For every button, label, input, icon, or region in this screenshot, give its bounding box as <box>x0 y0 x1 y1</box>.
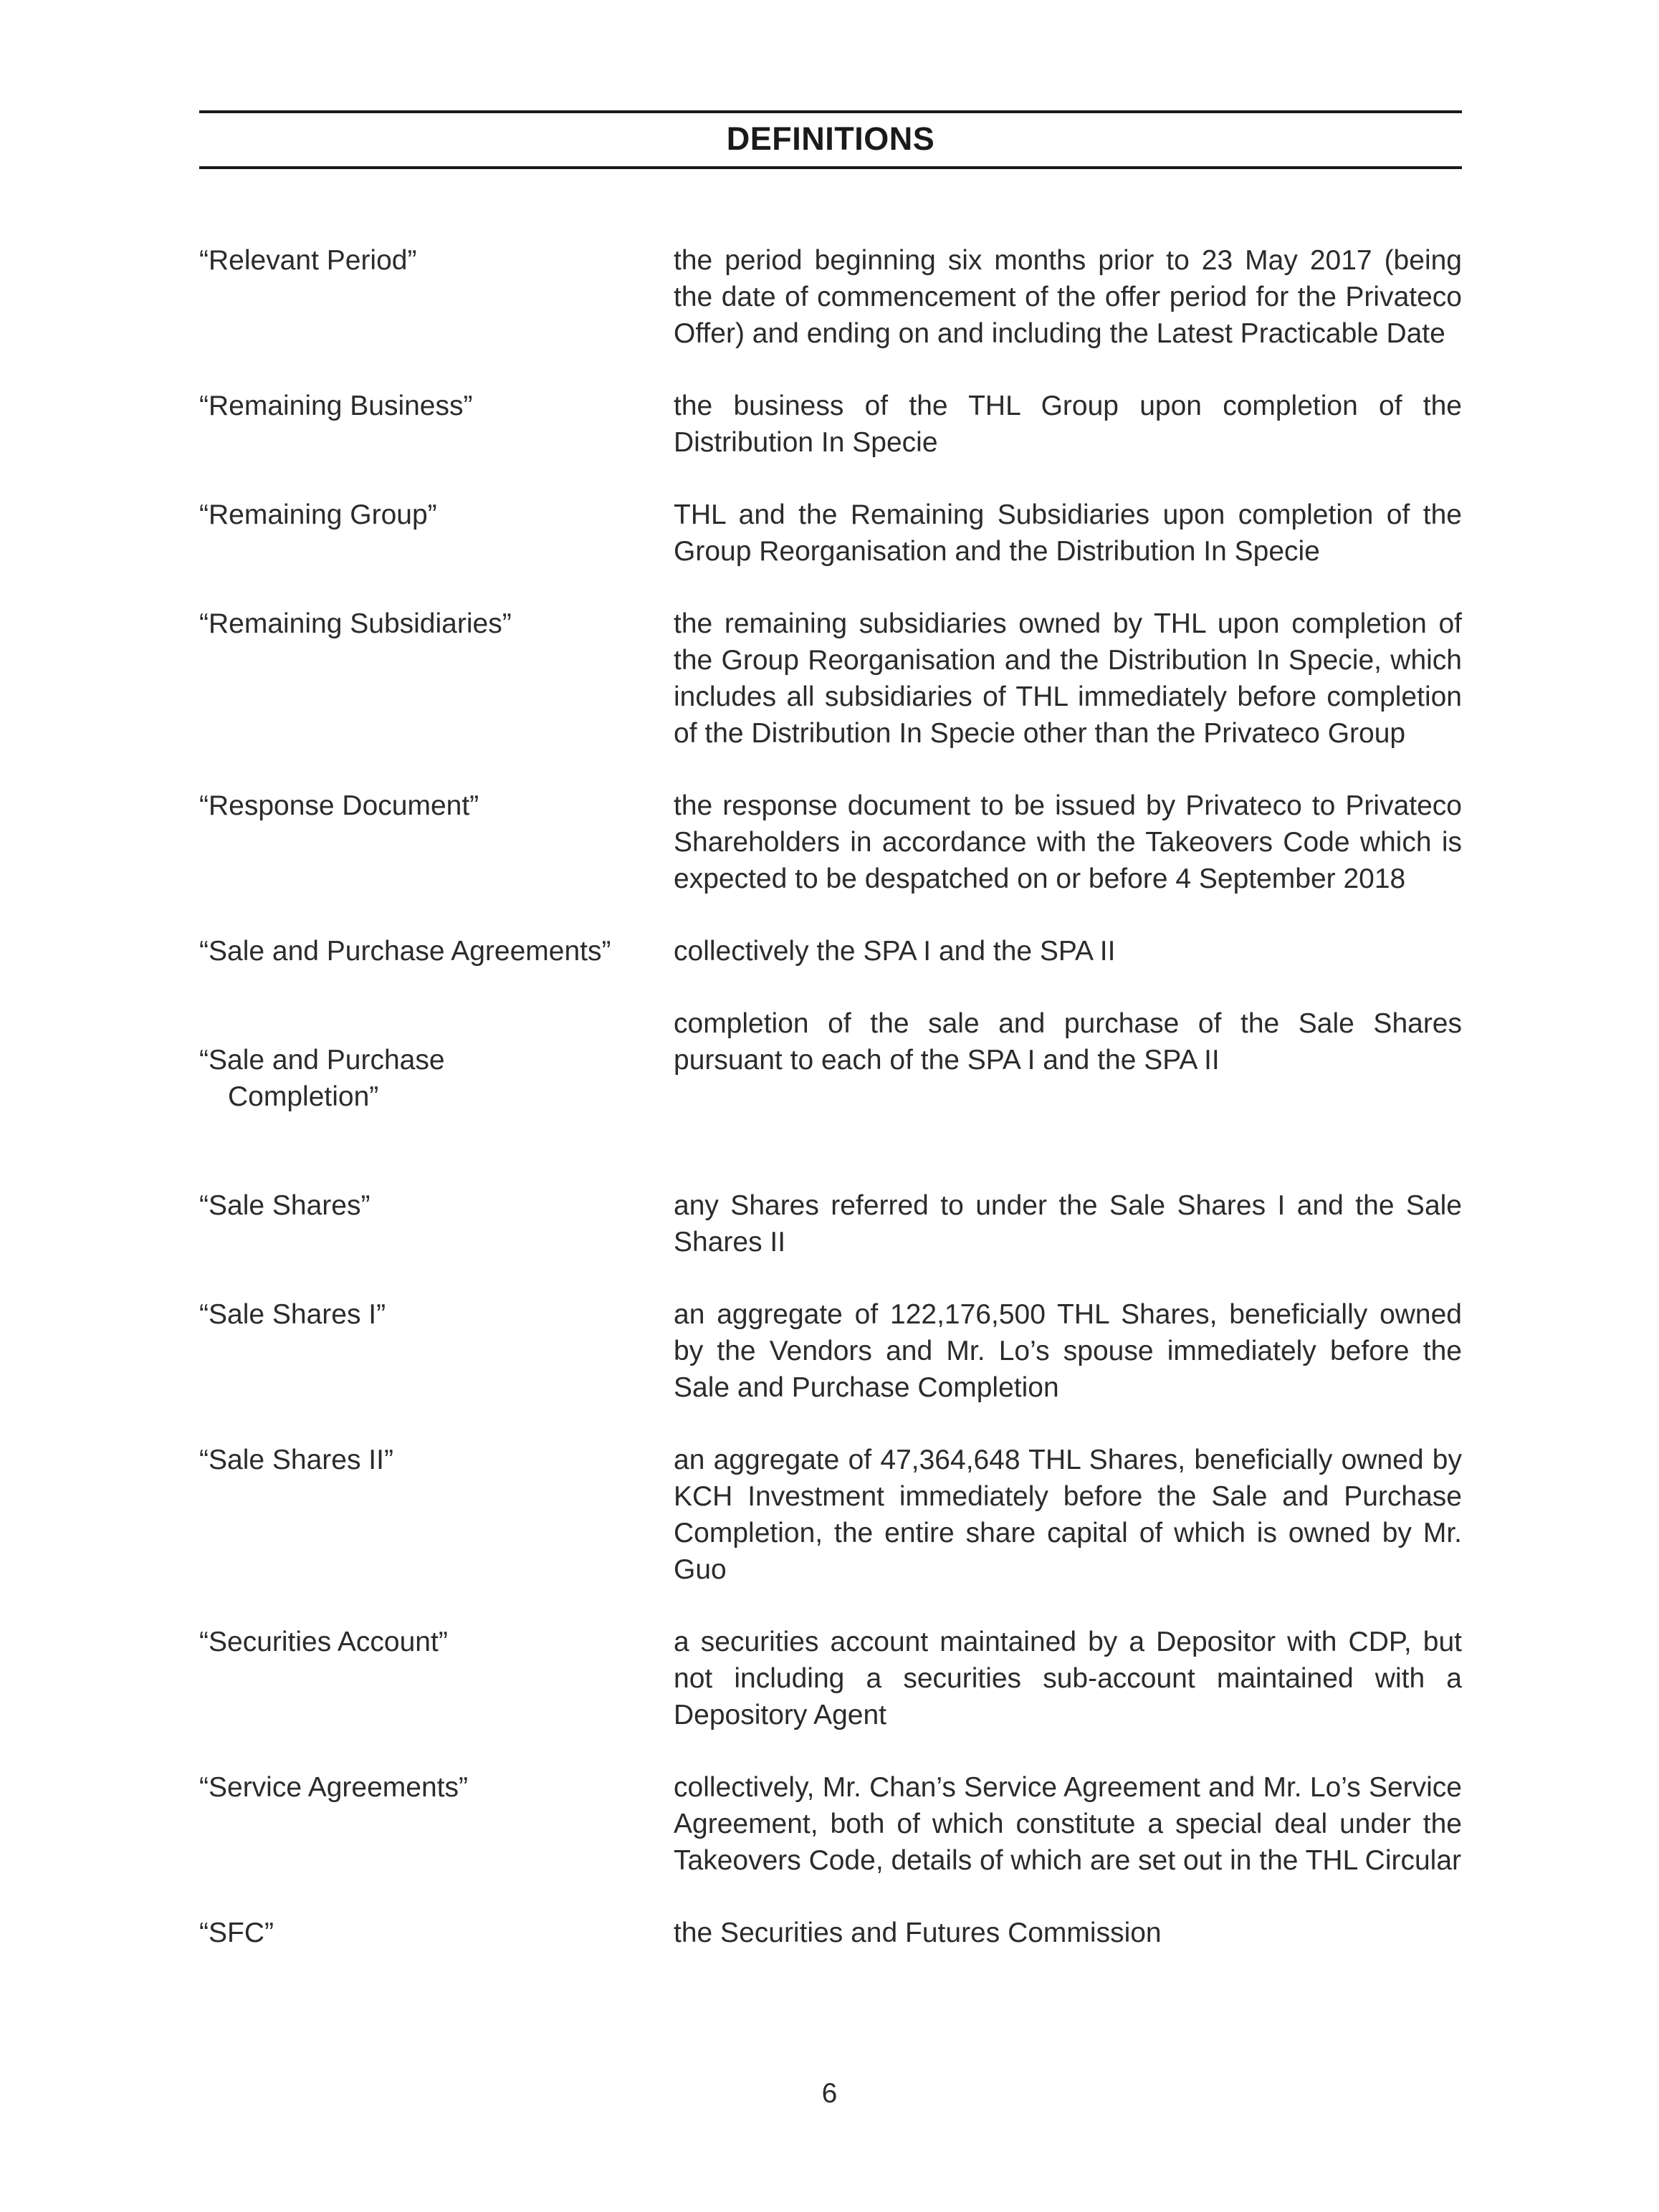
definition-term <box>199 497 674 570</box>
definition-term <box>199 242 674 352</box>
definition-term <box>199 1769 674 1879</box>
definition-meaning: THL and the Remaining Subsidiaries upon completion of the Group Reorganisation and the Distribution In Specie <box>674 499 1462 567</box>
definition-term <box>199 933 674 969</box>
definition-entry <box>199 933 1462 969</box>
definition-meaning: any Shares referred to under the Sale Shares I and the Sale Shares II <box>674 1190 1462 1258</box>
definition-entry <box>199 605 1462 752</box>
definition-term <box>199 1442 674 1588</box>
definition-entry <box>199 787 1462 897</box>
definition-term <box>199 1187 674 1260</box>
definition-entry <box>199 1915 1462 1951</box>
definition-entry <box>199 1769 1462 1879</box>
definition-entry <box>199 1187 1462 1260</box>
definition-term <box>199 787 674 897</box>
definition-meaning: collectively the SPA I and the SPA II <box>674 936 1116 967</box>
definition-meaning: completion of the sale and purchase of the Sale Shares pursuant to each of the SPA I and the SPA II <box>674 1008 1462 1076</box>
definition-meaning: collectively, Mr. Chan’s Service Agreement and Mr. Lo’s Service Agreement, both of which constitute a special deal under the Takeovers Code, details of which are set out in the THL Circular <box>674 1772 1462 1876</box>
term-text: “Remaining Business” <box>199 391 473 421</box>
definition-term <box>199 1624 674 1733</box>
term-text: “SFC” <box>199 1917 274 1948</box>
page-header <box>199 110 1462 169</box>
term-text: “Sale and Purchase <box>199 1045 445 1076</box>
definition-entry <box>199 1296 1462 1406</box>
definition-entry <box>199 1005 1462 1152</box>
definition-entry <box>199 388 1462 461</box>
page-number: 6 <box>821 2078 838 2109</box>
definition-entry <box>199 1442 1462 1588</box>
term-text: “Response Document” <box>199 790 479 821</box>
definition-meaning: the remaining subsidiaries owned by THL upon completion of the Group Reorganisation and the Distribution In Specie, which includes all subsidiaries of THL immediately before completion of the Distribution In Specie other than the Privateco Group <box>674 608 1462 749</box>
term-text: “Relevant Period” <box>199 245 417 276</box>
definition-meaning: the business of the THL Group upon completion of the Distribution In Specie <box>674 391 1462 458</box>
definition-meaning: the Securities and Futures Commission <box>674 1917 1162 1948</box>
definition-term <box>199 1915 674 1951</box>
term-text: “Service Agreements” <box>199 1772 468 1803</box>
definition-meaning: an aggregate of 122,176,500 THL Shares, beneficially owned by the Vendors and Mr. Lo’s spouse immediately before the Sale and Purchase Completion <box>674 1299 1462 1403</box>
definition-term <box>199 1005 674 1152</box>
definition-meaning: an aggregate of 47,364,648 THL Shares, beneficially owned by KCH Investment immediately before the Sale and Purchase Completion, the entire share capital of which is owned by Mr. Guo <box>674 1445 1462 1585</box>
term-text: “Sale and Purchase Agreements” <box>199 936 611 967</box>
definitions-list <box>199 242 1462 1987</box>
definition-meaning: a securities account maintained by a Depositor with CDP, but not including a securities sub-account maintained with a Depository Agent <box>674 1627 1462 1730</box>
term-text: “Remaining Subsidiaries” <box>199 608 512 639</box>
definition-term <box>199 388 674 461</box>
definition-term <box>199 1296 674 1406</box>
definition-entry <box>199 242 1462 352</box>
term-text: “Sale Shares I” <box>199 1299 386 1330</box>
term-text: “Remaining Group” <box>199 499 437 530</box>
term-text-continued: Completion” <box>228 1081 379 1112</box>
term-text: “Securities Account” <box>199 1627 448 1657</box>
definition-meaning: the response document to be issued by Privateco to Privateco Shareholders in accordance with the Takeovers Code which is expected to be despatched on or before 4 September 2018 <box>674 790 1462 894</box>
page-title: DEFINITIONS <box>726 120 935 157</box>
definition-entry <box>199 1624 1462 1733</box>
term-text: “Sale Shares II” <box>199 1445 393 1475</box>
definition-meaning: the period beginning six months prior to 23 May 2017 (being the date of commencement of the offer period for the Privateco Offer) and ending on and including the Latest Practicable Date <box>674 245 1462 349</box>
definition-term <box>199 605 674 752</box>
term-text: “Sale Shares” <box>199 1190 370 1221</box>
definition-entry <box>199 497 1462 570</box>
